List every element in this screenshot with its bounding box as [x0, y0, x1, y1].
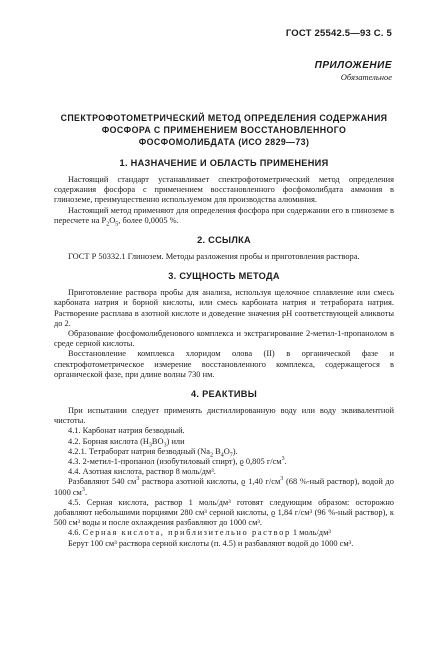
paragraph: Приготовление раствора пробы для анализа, используя щелочное сплавление или смесь карбоната натрия и борной кислоты, или смесь карбоната натрия и тетрабората натрия. Растворение расплава в азотной кислоте и доведение значения pH соответствующей аликвоты до 2.: [54, 288, 394, 328]
paragraph: Настоящий стандарт устанавливает спектрофотометрический метод определения содержания фосфора с применением восстановленного фосфомолибдата аммония в глиноземе, преимущественно используемом для производства алюминия.: [54, 175, 394, 205]
document-title: [54, 112, 394, 148]
paragraph: ГОСТ Р 50332.1 Глинозем. Методы разложения пробы и приготовления раствора.: [68, 252, 360, 262]
list-item: 4.1. Карбонат натрия безводный.: [68, 426, 185, 436]
section-heading-principle: 3. СУЩНОСТЬ МЕТОДА: [168, 271, 280, 282]
section-heading-reference: 2. ССЫЛКА: [197, 235, 251, 246]
list-item: 4.6. Серная кислота, приблизительно раствор 1 моль/дм³: [68, 528, 331, 538]
list-item: 4.4. Азотная кислота, раствор 8 моль/дм³.: [68, 467, 216, 477]
title-line: ФОСФОРА С ПРИМЕНЕНИЕМ ВОССТАНОВЛЕННОГО: [101, 125, 347, 135]
paragraph: При испытании следует применять дистиллированную воду или воду эквивалентной чистоты.: [54, 406, 394, 426]
section-heading-reagents: 4. РЕАКТИВЫ: [190, 389, 258, 400]
document-body: [54, 112, 394, 549]
list-item: 4.2. Борная кислота $(H_3BO_3)$ или: [68, 436, 185, 449]
paragraph: Образование фосфомолибденового комплекса и экстрагирование 2-метил-1-пропанолом в среде серной кислоты.: [54, 329, 394, 349]
paragraph: Разбавляют 540 $см^3$ раствора азотной кислоты, ϱ 1,40 $г/см^3$ (68 %-ный раствор), водой до 1000 $см^3$.: [54, 476, 394, 497]
list-item: 4.2.1. Тетраборат натрия безводный ($Na_2$ $B_4O_7$).: [68, 446, 238, 459]
appendix-label: [315, 60, 392, 82]
paragraph: Берут 100 см³ раствора серной кислоты (п. 4.5) и разбавляют водой до 1000 см³.: [68, 538, 354, 548]
title-line: СПЕКТРОФОТОМЕТРИЧЕСКИЙ МЕТОД ОПРЕДЕЛЕНИЯ СОДЕРЖАНИЯ: [60, 113, 388, 123]
list-item: 4.3. 2-метил-1-пропанол (изобутиловый спирт), ϱ 0,805 $г/см^3$.: [68, 456, 287, 467]
paragraph: Настоящий метод применяют для определения фосфора при содержании его в глиноземе в пересчете на $P_2O_5$, более 0,0005 %.: [54, 205, 394, 228]
standard-reference: ГОСТ 25542.5—93 С. 5: [285, 28, 392, 39]
list-item: 4.5. Серная кислота, раствор 1 моль/дм³ готовят следующим образом: осторожно добавляют небольшими порциями 280 см³ серной кислоты, ϱ 1,84 г/см³ (96 %-ный раствор), к 500 см³ воды и после охлаждения разбавляют до 1000 см³.: [54, 497, 394, 528]
paragraph: Восстановление комплекса хлоридом олова (II) в органической фазе и спектрофотометрическое измерение восстановленного комплекса, содержащегося в органической фазе, при длине волны 730 нм.: [54, 349, 394, 379]
section-heading-scope: 1. НАЗНАЧЕНИЕ И ОБЛАСТЬ ПРИМЕНЕНИЯ: [119, 158, 329, 168]
appendix-title: ПРИЛОЖЕНИЕ: [314, 60, 392, 71]
appendix-status: Обязательное: [340, 72, 392, 82]
title-line: ФОСФОМОЛИБДАТА (ИСО 2829—73): [138, 137, 310, 147]
